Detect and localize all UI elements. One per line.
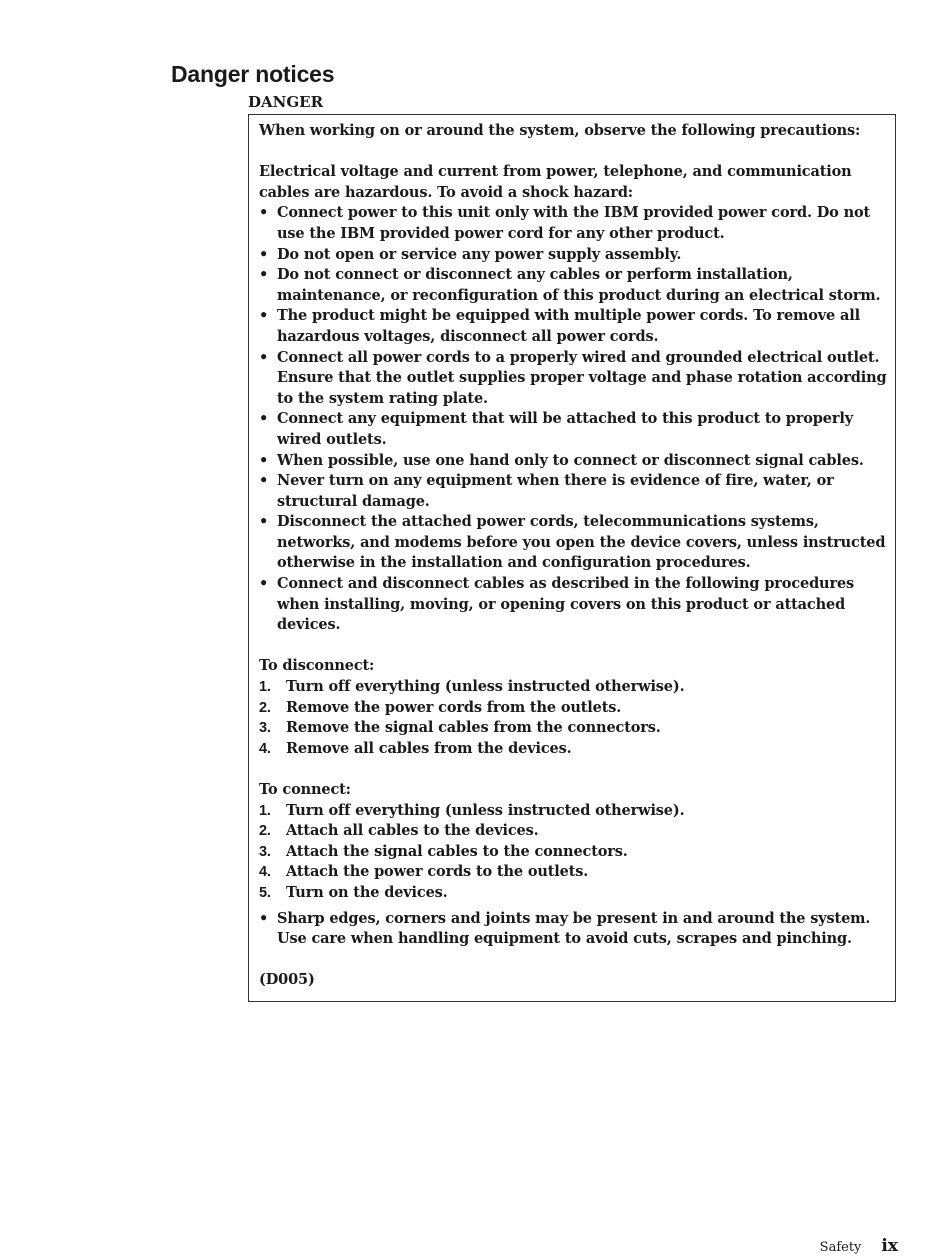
list-item-text: Connect any equipment that will be attached to this product to properly wired outlets. xyxy=(277,410,853,448)
list-item xyxy=(259,265,887,306)
list-item xyxy=(259,512,887,574)
bullet-icon: • xyxy=(259,245,269,263)
step-item xyxy=(259,862,887,883)
disconnect-title: To disconnect: xyxy=(259,657,375,675)
list-item xyxy=(259,348,887,410)
page-number: ix xyxy=(881,1236,898,1256)
bullet-icon: • xyxy=(259,307,269,325)
step-item xyxy=(259,842,887,863)
step-number: 4. xyxy=(259,864,271,881)
list-item-text: Connect power to this unit only with the IBM provided power cord. Do not use the IBM provided power cord for any other product. xyxy=(277,204,871,242)
step-text: Remove all cables from the devices. xyxy=(286,739,572,757)
list-item xyxy=(259,245,887,266)
notice-code: (D005) xyxy=(259,971,315,989)
spacer xyxy=(259,950,887,971)
step-number: 3. xyxy=(259,720,271,737)
footer-section-label: Safety xyxy=(819,1240,862,1255)
step-text: Turn off everything (unless instructed otherwise). xyxy=(286,678,685,696)
list-item-text: Do not open or service any power supply assembly. xyxy=(277,245,682,263)
danger-notice-box xyxy=(248,114,896,1002)
step-text: Turn off everything (unless instructed otherwise). xyxy=(286,801,685,819)
step-item xyxy=(259,718,887,739)
bullet-icon: • xyxy=(259,266,269,284)
list-item xyxy=(259,451,887,472)
precaution-list xyxy=(259,203,887,635)
list-item xyxy=(259,574,887,636)
hazard-intro: Electrical voltage and current from power, telephone, and communication cables are hazardous. To avoid a shock hazard: xyxy=(259,163,852,201)
danger-label: DANGER xyxy=(248,93,324,111)
list-item-text: Connect and disconnect cables as described in the following procedures when installing, moving, or opening covers on this product or attached devices. xyxy=(277,575,855,634)
list-item-text: When possible, use one hand only to connect or disconnect signal cables. xyxy=(277,451,864,469)
list-item xyxy=(259,909,887,950)
step-item xyxy=(259,677,887,698)
step-item xyxy=(259,698,887,719)
step-number: 3. xyxy=(259,843,271,860)
step-text: Attach all cables to the devices. xyxy=(286,822,539,840)
step-item xyxy=(259,801,887,822)
bullet-icon: • xyxy=(259,451,269,469)
list-item-text: Sharp edges, corners and joints may be present in and around the system. Use care when handling equipment to avoid cuts, scrapes and pinching. xyxy=(277,909,871,948)
list-item xyxy=(259,306,887,347)
bullet-icon: • xyxy=(259,348,269,366)
list-item-text: Connect all power cords to a properly wired and grounded electrical outlet. Ensure that the outlet supplies proper voltage and phase rotation according to the system rating plate. xyxy=(277,348,887,407)
list-item-text: Do not connect or disconnect any cables or perform installation, maintenance, or reconfiguration of this product during an electrical storm. xyxy=(277,266,881,304)
section-heading: Danger notices xyxy=(171,61,335,87)
bullet-icon: • xyxy=(259,472,269,490)
step-number: 2. xyxy=(259,823,271,840)
step-text: Remove the power cords from the outlets. xyxy=(286,698,622,716)
bullet-icon: • xyxy=(259,204,269,222)
intro-text: When working on or around the system, observe the following precautions: xyxy=(259,122,861,139)
step-number: 4. xyxy=(259,740,271,757)
step-text: Remove the signal cables from the connectors. xyxy=(286,719,661,737)
bullet-icon: • xyxy=(259,513,269,531)
connect-title: To connect: xyxy=(259,781,351,798)
step-text: Turn on the devices. xyxy=(286,883,448,901)
step-text: Attach the signal cables to the connectors. xyxy=(286,842,628,860)
list-item xyxy=(259,471,887,512)
list-item-text: Disconnect the attached power cords, telecommunications systems, networks, and modems before you open the device covers, unless instructed otherwise in the installation and configuration procedures. xyxy=(277,513,886,572)
spacer xyxy=(259,759,887,780)
step-item xyxy=(259,739,887,760)
list-item xyxy=(259,203,887,244)
bullet-icon: • xyxy=(259,410,269,428)
list-item xyxy=(259,409,887,450)
list-item-text: The product might be equipped with multiple power cords. To remove all hazardous voltages, disconnect all power cords. xyxy=(277,307,860,345)
step-number: 1. xyxy=(259,802,271,819)
step-text: Attach the power cords to the outlets. xyxy=(286,863,589,881)
step-number: 5. xyxy=(259,884,271,901)
step-number: 2. xyxy=(259,699,271,716)
step-number: 1. xyxy=(259,679,271,696)
bullet-icon: • xyxy=(259,575,269,593)
page-footer xyxy=(820,1236,898,1256)
spacer xyxy=(259,636,887,657)
step-item xyxy=(259,821,887,842)
final-precaution-list xyxy=(259,909,887,950)
list-item-text: Never turn on any equipment when there is evidence of fire, water, or structural damage. xyxy=(277,472,834,510)
disconnect-steps xyxy=(259,677,887,759)
spacer xyxy=(259,142,887,163)
connect-steps xyxy=(259,801,887,904)
bullet-icon: • xyxy=(259,909,269,927)
step-item xyxy=(259,883,887,904)
